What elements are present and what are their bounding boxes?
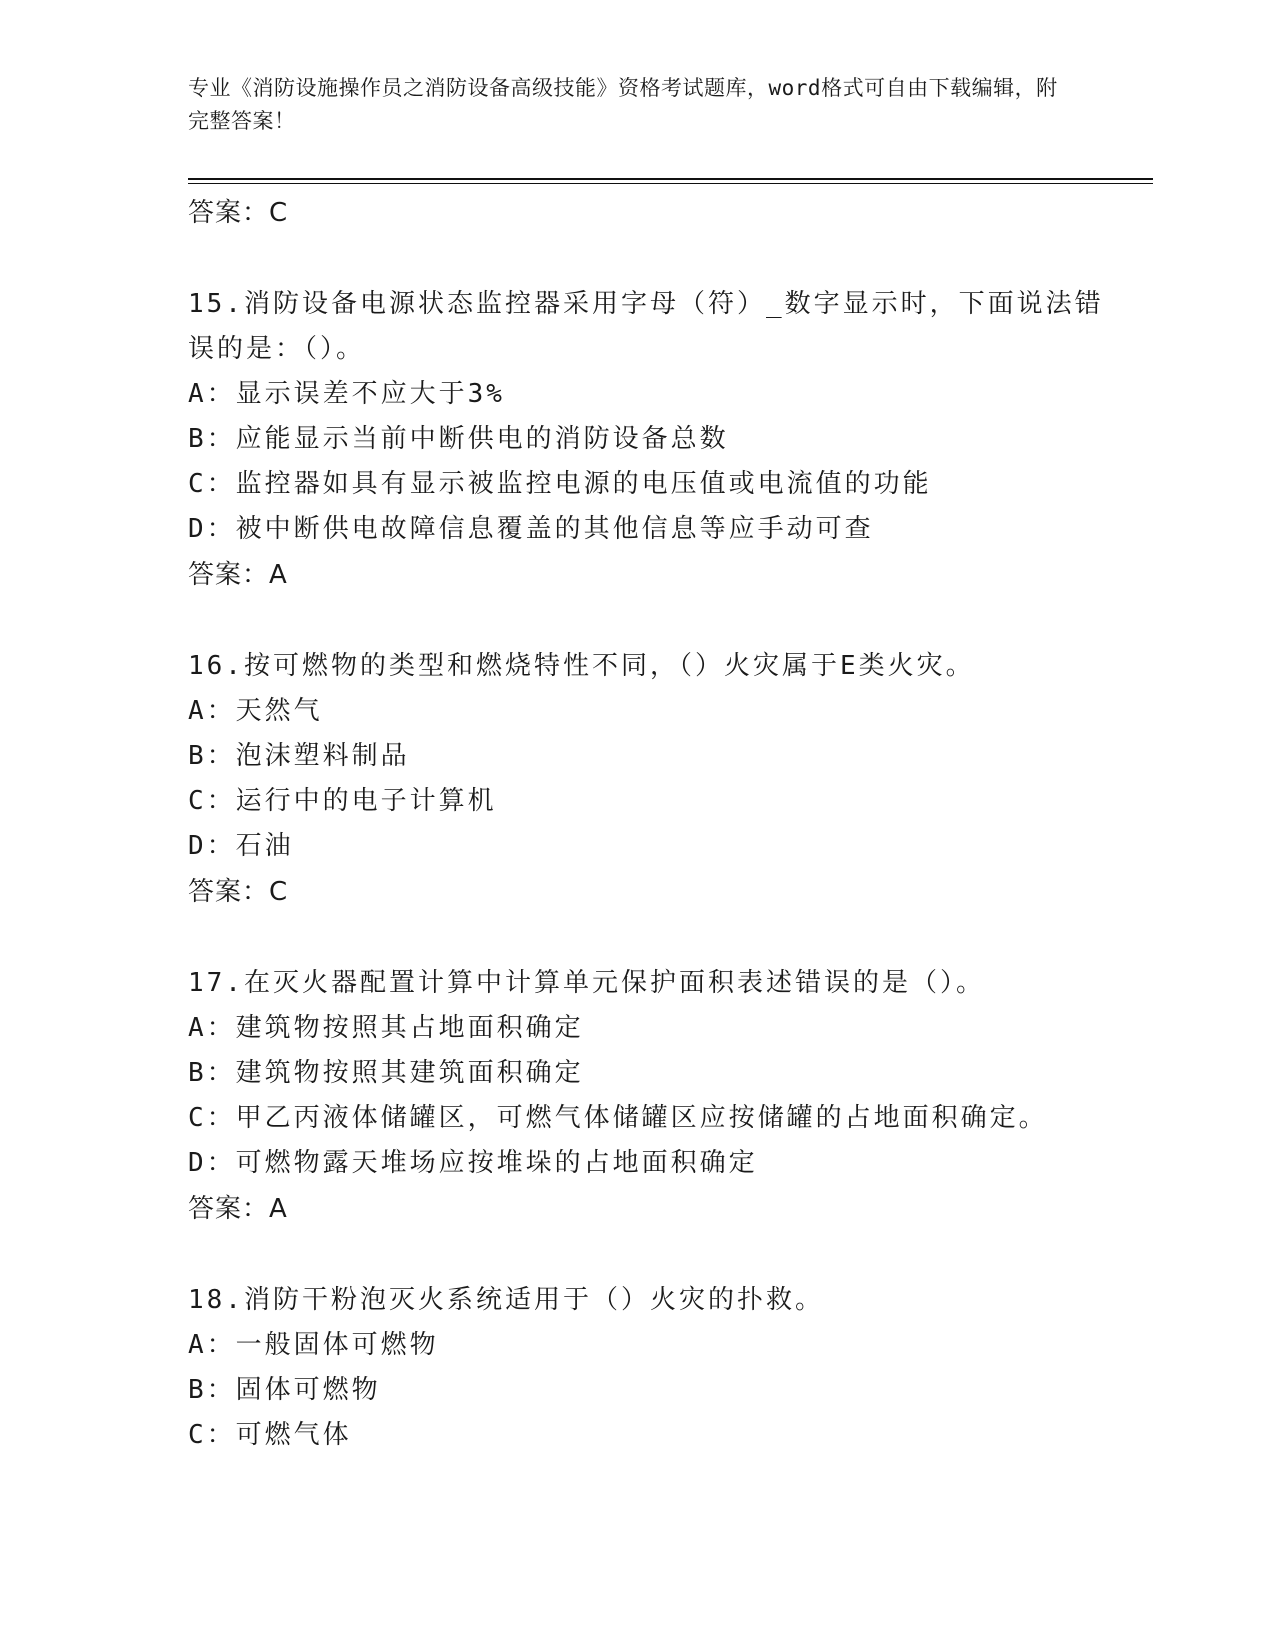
question-text: 17.在灭火器配置计算中计算单元保护面积表述错误的是（）。: [188, 968, 985, 998]
question-15: [188, 282, 1128, 598]
question-text: 15.消防设备电源状态监控器采用字母（符）_数字显示时，下面说法错误的是：（）。: [188, 289, 1104, 364]
option-c: C：可燃气体: [188, 1420, 352, 1450]
question-18: [188, 1278, 1128, 1458]
answer-line: 答案：C: [188, 198, 289, 228]
question-17: [188, 961, 1128, 1232]
option-b: B：固体可燃物: [188, 1375, 381, 1405]
document-header: 专业《消防设施操作员之消防设备高级技能》资格考试题库，word格式可自由下载编辑，附完整答案！: [188, 76, 1058, 133]
option-a: A：建筑物按照其占地面积确定: [188, 1013, 584, 1043]
option-c: C：甲乙丙液体储罐区，可燃气体储罐区应按储罐的占地面积确定。: [188, 1103, 1048, 1133]
option-a: A：天然气: [188, 696, 323, 726]
question-list: [188, 190, 1128, 1458]
option-a: A：显示误差不应大于3%: [188, 379, 505, 409]
option-c: C：监控器如具有显示被监控电源的电压值或电流值的功能: [188, 469, 932, 499]
option-b: B：建筑物按照其建筑面积确定: [188, 1058, 584, 1088]
header-rule-thin: [188, 183, 1153, 184]
option-b: B：泡沫塑料制品: [188, 741, 410, 771]
answer-line: 答案：A: [188, 1194, 288, 1224]
question-text: 18.消防干粉泡灭火系统适用于（）火灾的扑救。: [188, 1285, 824, 1315]
option-d: D：可燃物露天堆场应按堆垛的占地面积确定: [188, 1148, 758, 1178]
question-16: [188, 644, 1128, 915]
question-text: 16.按可燃物的类型和燃烧特性不同，（）火灾属于E类火灾。: [188, 651, 975, 681]
answer-line: 答案：A: [188, 560, 288, 590]
option-b: B：应能显示当前中断供电的消防设备总数: [188, 424, 729, 454]
answer-line: 答案：C: [188, 877, 289, 907]
option-a: A：一般固体可燃物: [188, 1330, 439, 1360]
option-c: C：运行中的电子计算机: [188, 786, 497, 816]
option-d: D：石油: [188, 831, 294, 861]
option-d: D：被中断供电故障信息覆盖的其他信息等应手动可查: [188, 514, 874, 544]
header-rule-thick: [188, 178, 1153, 180]
